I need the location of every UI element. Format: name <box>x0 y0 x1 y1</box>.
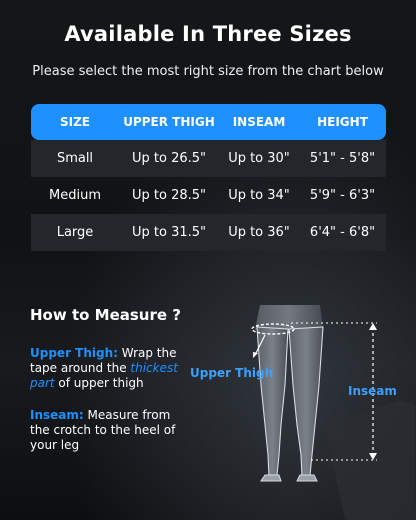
upper-thigh-text-b: of upper thigh <box>54 376 144 390</box>
left-leg-shape <box>257 327 288 477</box>
table-cell: Up to 26.5" <box>131 151 206 166</box>
page-subtitle: Please select the most right size from the chart below <box>32 64 384 79</box>
table-cell: Large <box>56 225 94 240</box>
inseam-arrow-top <box>369 323 377 330</box>
size-table <box>31 104 386 251</box>
table-cell: 5'9" - 6'3" <box>309 188 376 203</box>
table-cell: Small <box>56 151 94 166</box>
left-foot-shape <box>261 475 281 481</box>
inseam-label: Inseam: <box>30 408 84 422</box>
measure-heading: How to Measure ? <box>30 306 181 324</box>
right-foot-shape <box>297 475 317 481</box>
background-device-shape <box>325 400 416 520</box>
column-header-inseam: INSEAM <box>232 115 286 129</box>
table-cell: Medium <box>49 188 101 203</box>
inseam-text: Measure from the crotch to the heel of your leg <box>30 408 176 452</box>
column-header-upper-thigh: UPPER THIGH <box>123 115 215 129</box>
column-header-size: SIZE <box>59 115 90 129</box>
table-cell: 6'4" - 6'8" <box>309 225 376 240</box>
leg-measurement-illustration <box>225 305 416 520</box>
table-row <box>31 214 386 251</box>
upper-thigh-emphasis: thickest part <box>30 361 178 390</box>
right-leg-shape <box>289 327 323 477</box>
table-cell: Up to 31.5" <box>131 225 206 240</box>
page-title: Available In Three Sizes <box>64 22 352 46</box>
column-header-height: HEIGHT <box>317 115 368 129</box>
table-cell: Up to 34" <box>228 188 290 203</box>
thigh-arrow-head <box>253 352 258 358</box>
upper-thigh-label: Upper Thigh: <box>30 346 118 360</box>
table-cell: Up to 36" <box>228 225 290 240</box>
table-row <box>31 140 386 177</box>
table-cell: Up to 30" <box>228 151 290 166</box>
table-cell: Up to 28.5" <box>131 188 206 203</box>
inseam-instructions <box>30 408 190 453</box>
inseam-callout: Inseam <box>348 384 397 398</box>
table-cell: 5'1" - 5'8" <box>309 151 376 166</box>
size-table-header <box>31 104 386 140</box>
table-row <box>31 177 386 214</box>
upper-thigh-instructions <box>30 346 190 391</box>
upper-thigh-text-a: Wrap the tape around the <box>30 346 177 375</box>
upper-thigh-callout: Upper Thigh <box>190 366 274 380</box>
